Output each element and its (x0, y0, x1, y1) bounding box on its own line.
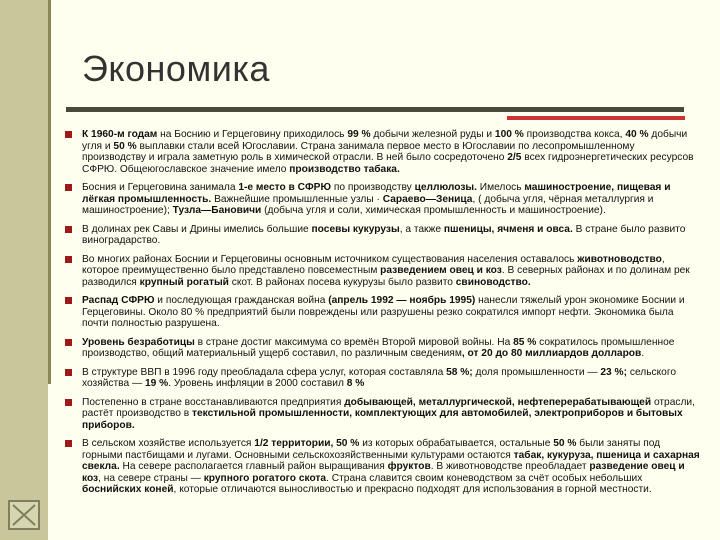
bullet-text: В сельском хозяйстве используется (82, 438, 255, 449)
bullet-text: Имелось (476, 182, 525, 193)
bullet-text-bold: пшеницы, ячменя и овса. (443, 223, 573, 235)
bullet-text-bold: Сараево—Зеница (382, 193, 473, 205)
square-bullet-icon (65, 256, 72, 263)
bullet-text-bold: 50 % (553, 438, 577, 449)
bullet-text: , а также (399, 223, 444, 235)
bullet-text-bold: животноводство (577, 253, 662, 265)
bullet-item (64, 182, 700, 217)
bullet-text-bold: табак, кукуруза, пшеница и сахарная свекла. (82, 449, 700, 472)
bullet-text: На севере располагается главный район выращивания (119, 461, 388, 472)
bullet-text: были заняты под горными пастбищами и лугами. Основными сельскохозяйственными культурами остаются (82, 438, 661, 461)
bullet-text: . В северных районах и по долинам рек разводился (82, 265, 690, 288)
bullet-text: на Боснию и Герцеговину приходилось (157, 129, 348, 140)
bullet-item (64, 367, 700, 390)
bullet-text-bold: свиноводство. (455, 276, 531, 288)
bullet-text: Постепенно в стране восстанавливаются предприятия (82, 396, 345, 408)
bullet-text: сельского хозяйства — (82, 366, 677, 389)
bullet-text-bold: 100 % (494, 129, 524, 140)
square-bullet-icon (65, 339, 72, 346)
bullet-text: , которое преимущественно было представлено повсеместным (82, 253, 665, 276)
left-decorative-bar (0, 0, 48, 540)
bullet-text-bold: 58 %; (446, 366, 473, 378)
bullet-text: В структуре ВВП в 1996 году преобладала сфера услуг, которая составляла (82, 366, 447, 378)
bullet-text-bold: 23 %; (600, 366, 628, 378)
bullet-text-bold: машиностроение, пищевая и лёгкая промышленность. (82, 182, 671, 205)
square-bullet-icon (65, 184, 72, 191)
bullet-item (64, 254, 700, 289)
bullet-text: . (641, 348, 645, 359)
bullet-text: . Страна славится своим коневодством за счёт особых небольших (326, 472, 643, 484)
bullet-text: и последующая гражданская война (154, 295, 329, 306)
bullet-text: (добыча угля и соли, химическая промышленность и машиностроение). (261, 205, 606, 216)
bullet-list (64, 129, 700, 503)
square-bullet-icon (65, 399, 72, 406)
bullet-text: всех гидроэнергетических ресурсов СФРЮ. Общеюгославское значение имело (82, 152, 694, 175)
bullet-item (64, 397, 700, 432)
bullet-text-bold: добывающей, металлургической, нефтеперерабатывающей (344, 396, 652, 408)
bullet-text: выплавки стали всей Югославии. Страна занимала первое место в Югославии по лесопромышленному производству и играла заметную роль в химической отрасли. В ней было сосредоточено (82, 140, 635, 163)
bullet-text-bold: разведение овец и коз (82, 461, 685, 484)
bullet-text-bold: 19 % (144, 378, 169, 389)
square-bullet-icon (65, 226, 72, 233)
bullet-text-bold: 1-е место в СФРЮ (238, 182, 331, 193)
bullet-text-bold: 1/2 территории, (254, 438, 334, 449)
bullet-item (64, 295, 700, 330)
bullet-text: сократилось промышленное производство, общий материальный ущерб составил, по различным сведениям (82, 336, 675, 359)
bullet-text: по производству (330, 182, 415, 193)
bullet-text-bold: боснийских коней (82, 484, 174, 495)
bullet-text: скот. В районах посева кукурузы было развито (228, 276, 456, 288)
bullet-text-bold: Уровень безработицы (82, 336, 195, 348)
bullet-text: , на севере страны — (98, 472, 204, 484)
bullet-text: нанесли тяжелый урон экономике Боснии и Герцеговины. Около 80 % предприятий были повреждены или разрушены резко сократился импорт нефти. Экономика была почти полностью разрушена. (82, 295, 685, 329)
bullet-text: в стране достиг максимума со времён Второй мировой войны. На (194, 336, 514, 348)
slide-title: Экономика (82, 48, 270, 89)
bullet-text: Важнейшие промышленные узлы · (211, 193, 383, 205)
bullet-text: доля промышленности — (472, 366, 601, 378)
bullet-text: , которые отличаются выносливостью и прекрасно подходят для использования в горной местности. (173, 484, 652, 495)
bullet-text: В долинах рек Савы и Дрины имелись большие (82, 223, 312, 235)
bullet-text: добычи железной руды и (370, 129, 495, 140)
bullet-text-bold: К 1960-м годам (82, 129, 158, 140)
bullet-text: Во многих районах Боснии и Герцеговины основным источником существования населения оставалось (82, 253, 578, 265)
title-accent-line (507, 116, 685, 120)
bullet-text: производства кокса, (523, 129, 626, 140)
bullet-text-bold: 99 % (347, 129, 371, 140)
bullet-text-bold: Тузла—Бановичи (172, 205, 262, 216)
bullet-text-bold: 2/5 (507, 152, 522, 163)
left-vertical-rule (48, 0, 51, 384)
bullet-text: . В животноводстве преобладает (430, 461, 590, 472)
bullet-text-bold: текстильной промышленности, комплектующих для автомобилей, электроприборов и бытовых приборов. (82, 408, 683, 431)
bullet-text-bold: крупного рогатого скота (203, 472, 327, 484)
bullet-text: добычи угля и (82, 129, 688, 152)
bullet-text-bold: 40 % (625, 129, 649, 140)
square-bullet-icon (65, 440, 72, 447)
bullet-text-bold: 8 % (346, 378, 365, 389)
bullet-text-bold: , от 20 до 80 миллиардов долларов (461, 348, 642, 359)
bullet-item (64, 224, 700, 247)
bullet-item (64, 438, 700, 496)
square-bullet-icon (65, 369, 72, 376)
bullet-text-bold: 85 % (513, 336, 537, 348)
square-bullet-icon (65, 131, 72, 138)
title-divider (66, 107, 684, 112)
square-bullet-icon (65, 297, 72, 304)
bullet-text-bold: Распад СФРЮ (82, 295, 155, 306)
bullet-item (64, 337, 700, 360)
bullet-text: , ( добыча угля, чёрная металлургия и машиностроение); (82, 193, 654, 216)
x-cross-icon (10, 502, 38, 528)
bullet-text-bold: разведением овец и коз (380, 265, 502, 276)
bullet-text-bold: 50 % (336, 438, 360, 449)
bullet-text-bold: фруктов (387, 461, 431, 472)
bullet-text-bold: (апрель 1992 — ноябрь 1995) (328, 295, 476, 306)
bullet-text-bold: крупный рогатый (139, 276, 229, 288)
bullet-text-bold: производство табака. (289, 163, 400, 175)
bullet-item (64, 129, 700, 175)
bullet-text: из которых обрабатывается, остальные (359, 438, 554, 449)
nav-button[interactable] (8, 500, 40, 530)
bullet-text: отрасли, растёт производство в (82, 396, 695, 419)
bullet-text: . Уровень инфляции в 2000 составил (168, 378, 347, 389)
bullet-text: В стране было развито виноградарство. (82, 223, 686, 246)
bullet-text-bold: целлюлозы. (414, 182, 477, 193)
bullet-text: Босния и Герцеговина занимала (82, 182, 239, 193)
bullet-text-bold: посевы кукурузы (311, 223, 400, 235)
bullet-text-bold: 50 % (113, 140, 137, 152)
